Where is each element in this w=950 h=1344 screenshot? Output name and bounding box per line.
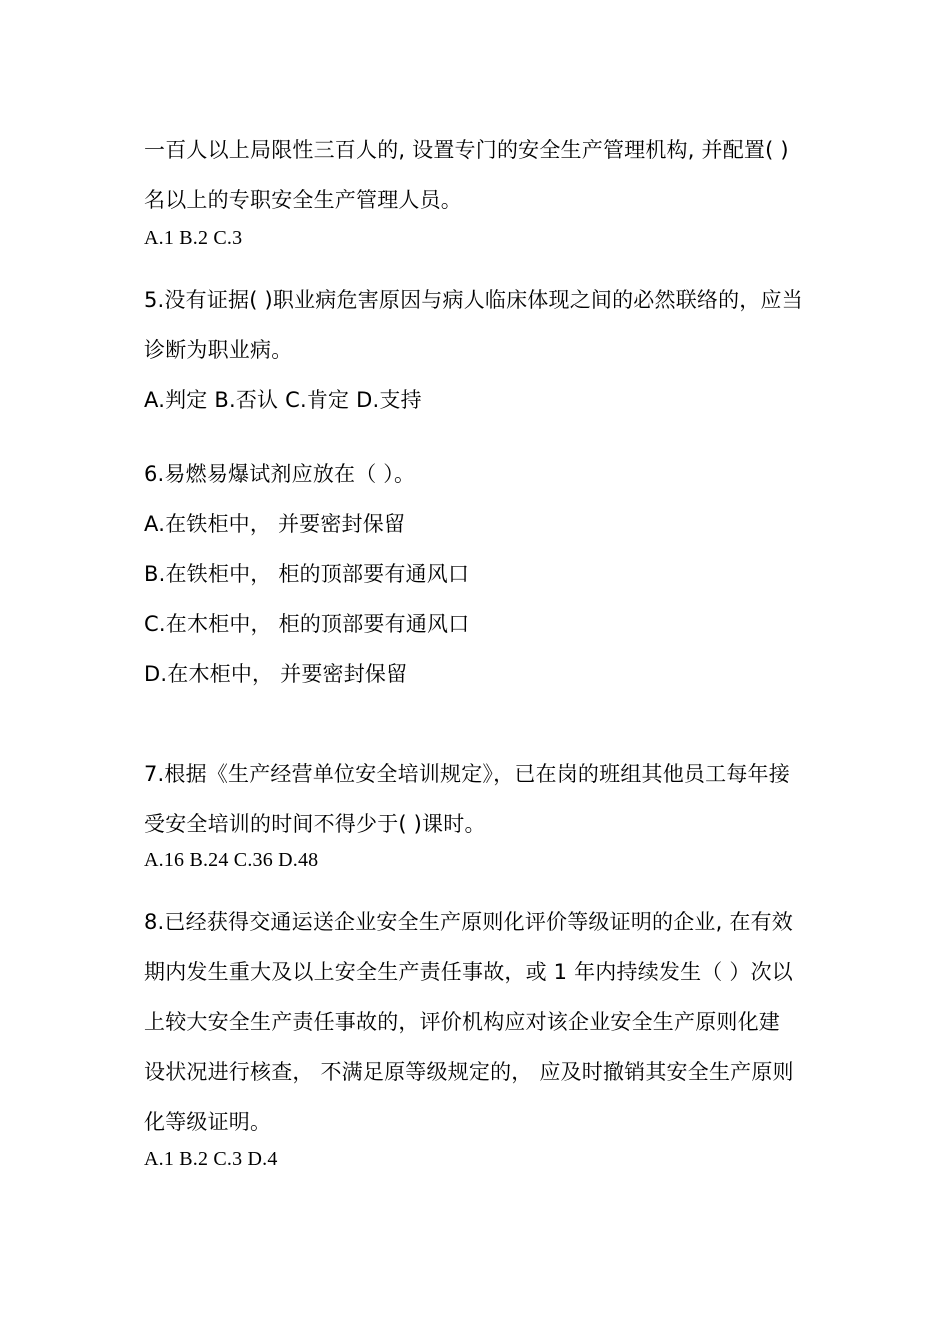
q5-stem-line-1: 5.没有证据( )职业病危害原因与病人临床体现之间的必然联络的，应当	[144, 288, 803, 312]
q7-stem-line-2: 受安全培训的时间不得少于( )课时。	[144, 812, 486, 836]
q8-stem-line-1: 8.已经获得交通运送企业安全生产原则化评价等级证明的企业, 在有效	[144, 910, 793, 934]
q4-stem-line-2: 名以上的专职安全生产管理人员。	[144, 188, 462, 212]
q6-option-c: C.在木柜中， 柜的顶部要有通风口	[144, 612, 470, 636]
q6-option-d: D.在木柜中， 并要密封保留	[144, 662, 408, 686]
q8-stem-line-2: 期内发生重大及以上安全生产责任事故，或 1 年内持续发生（ ）次以	[144, 960, 793, 984]
q8-stem-line-4: 设状况进行核查， 不满足原等级规定的， 应及时撤销其安全生产原则	[144, 1060, 794, 1084]
q7-stem-line-1: 7.根据《生产经营单位安全培训规定》，已在岗的班组其他员工每年接	[144, 762, 790, 786]
q8-options: A.1 B.2 C.3 D.4	[144, 1148, 278, 1170]
q5-options: A.判定 B.否认 C.肯定 D.支持	[144, 388, 422, 412]
q4-options: A.1 B.2 C.3	[144, 227, 243, 249]
q5-stem-line-2: 诊断为职业病。	[144, 338, 293, 362]
q8-stem-line-5: 化等级证明。	[144, 1110, 272, 1134]
q4-stem-line-1: 一百人以上局限性三百人的, 设置专门的安全生产管理机构, 并配置( )	[144, 138, 789, 162]
q6-option-b: B.在铁柜中， 柜的顶部要有通风口	[144, 562, 470, 586]
q7-options: A.16 B.24 C.36 D.48	[144, 849, 319, 871]
q8-stem-line-3: 上较大安全生产责任事故的，评价机构应对该企业安全生产原则化建	[144, 1010, 780, 1034]
q6-option-a: A.在铁柜中， 并要密封保留	[144, 512, 406, 536]
q6-stem: 6.易燃易爆试剂应放在（ ）。	[144, 462, 416, 486]
